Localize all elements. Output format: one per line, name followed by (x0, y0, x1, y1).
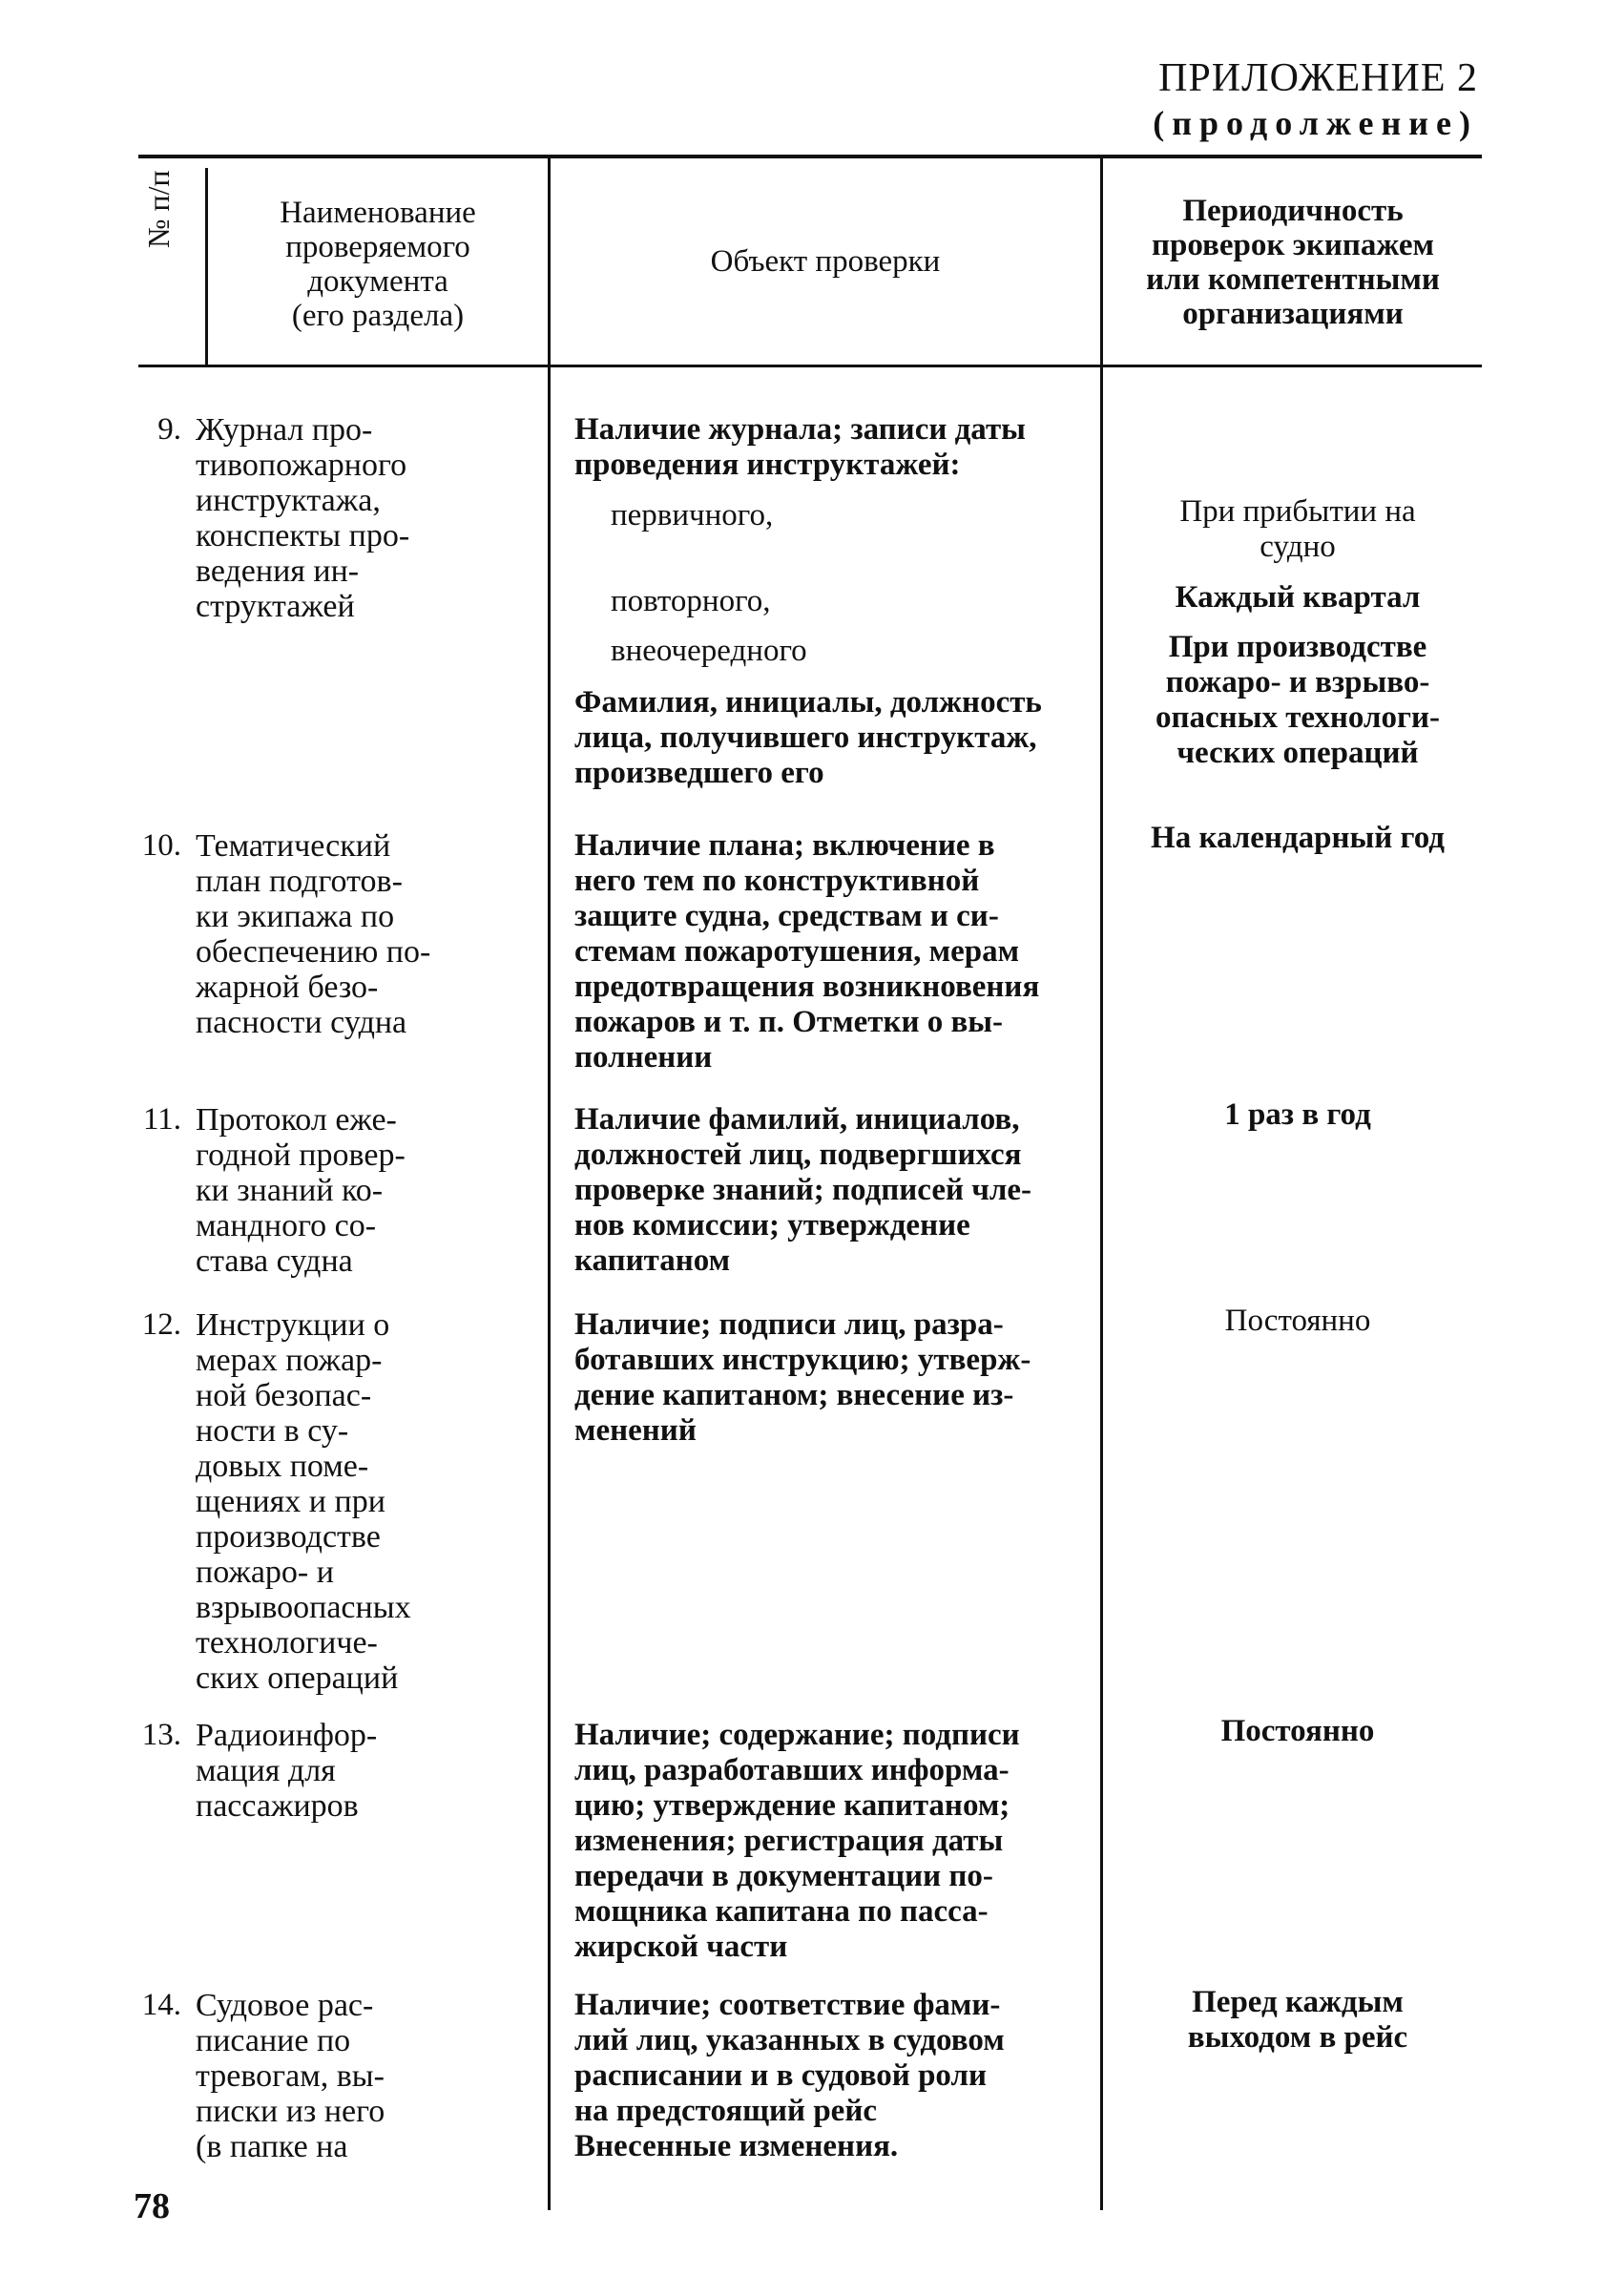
column-header-object: Объект проверки (710, 244, 941, 279)
row-document: Судовое рас- писание по тревогам, вы- писки из него (в папке на (196, 1988, 385, 2164)
row-object: Наличие плана; включение в него тем по конструктивной защите судна, средствам и си- стемам пожаротушения, мерам предотвращения возникновения пожаров и т. п. Отметки о вы- полнении (574, 828, 1040, 1075)
row-document: Инструкции о мерах пожар- ной безопас- ности в су- довых поме- щениях и при производстве пожаро- и взрывоопасных технологиче- ских операций (196, 1307, 411, 1696)
row-period: Каждый квартал (1175, 580, 1421, 615)
column-header-periodicity: Периодичность проверок экипажем или компетентными организациями (1146, 194, 1440, 331)
row-number: 9. (157, 412, 181, 447)
row-period: При прибытии на судно (1179, 494, 1416, 564)
row-number: 11. (142, 1102, 181, 1137)
row-number: 12. (141, 1307, 181, 1342)
row-document: Тематический план подготов- ки экипажа по обеспечению по- жарной безо- пасности судна (196, 828, 431, 1040)
row-number: 10. (141, 828, 181, 863)
row-period: Постоянно (1224, 1304, 1371, 1338)
row-object-sub: первичного, (611, 498, 774, 532)
row-object: Наличие; подписи лиц, разра- ботавших инструкцию; утверж- дение капитаном; внесение из- менений (574, 1307, 1031, 1448)
column-header-document: Наименование проверяемого документа (его раздела) (280, 196, 476, 333)
row-object-sub: повторного, (611, 584, 771, 618)
column-header-number: № п/п (141, 170, 176, 248)
row-period: При производстве пожаро- и взрыво- опасных технологи- ческих операций (1156, 630, 1440, 770)
row-object: Наличие; соответствие фами- лий лиц, указанных в судовом расписании и в судовой роли на предстоящий рейс Внесенные изменения. (574, 1988, 1005, 2163)
row-period: Постоянно (1220, 1714, 1375, 1748)
row-document: Радиоинфор- мация для пассажиров (196, 1718, 378, 1824)
row-period: На календарный год (1151, 821, 1445, 855)
column-divider-2 (548, 158, 551, 2210)
row-number: 14. (141, 1988, 181, 2022)
row-number: 13. (141, 1718, 181, 1752)
table-top-rule (138, 155, 1482, 158)
row-object: Наличие журнала; записи даты проведения инструктажей: (574, 412, 1026, 482)
table-header-rule (138, 365, 1482, 367)
row-period: 1 раз в год (1224, 1097, 1371, 1132)
row-object-sub: внеочередного (611, 634, 807, 668)
column-divider-3 (1100, 158, 1103, 2210)
page-number: 78 (134, 2186, 170, 2226)
appendix-title: ПРИЛОЖЕНИЕ 2 (1158, 56, 1478, 100)
row-object: Наличие; содержание; подписи лиц, разработавших информа- цию; утверждение капитаном; изменения; регистрация даты передачи в документации по- мощника капитана по пасса- жирской части (574, 1718, 1020, 1964)
row-object: Наличие фамилий, инициалов, должностей лиц, подвергшихся проверке знаний; подписей чле- нов комиссии; утверждение капитаном (574, 1102, 1032, 1278)
row-object: Фамилия, инициалы, должность лица, получившего инструктаж, произведшего его (574, 685, 1042, 790)
row-document: Протокол еже- годной провер- ки знаний ко- мандного со- става судна (196, 1102, 406, 1279)
appendix-subtitle: (продолжение) (1153, 104, 1478, 142)
column-divider-1 (205, 168, 208, 365)
row-document: Журнал про- тивопожарного инструктажа, конспекты про- ведения ин- структажей (196, 412, 410, 624)
row-period: Перед каждым выходом в рейс (1187, 1985, 1408, 2055)
